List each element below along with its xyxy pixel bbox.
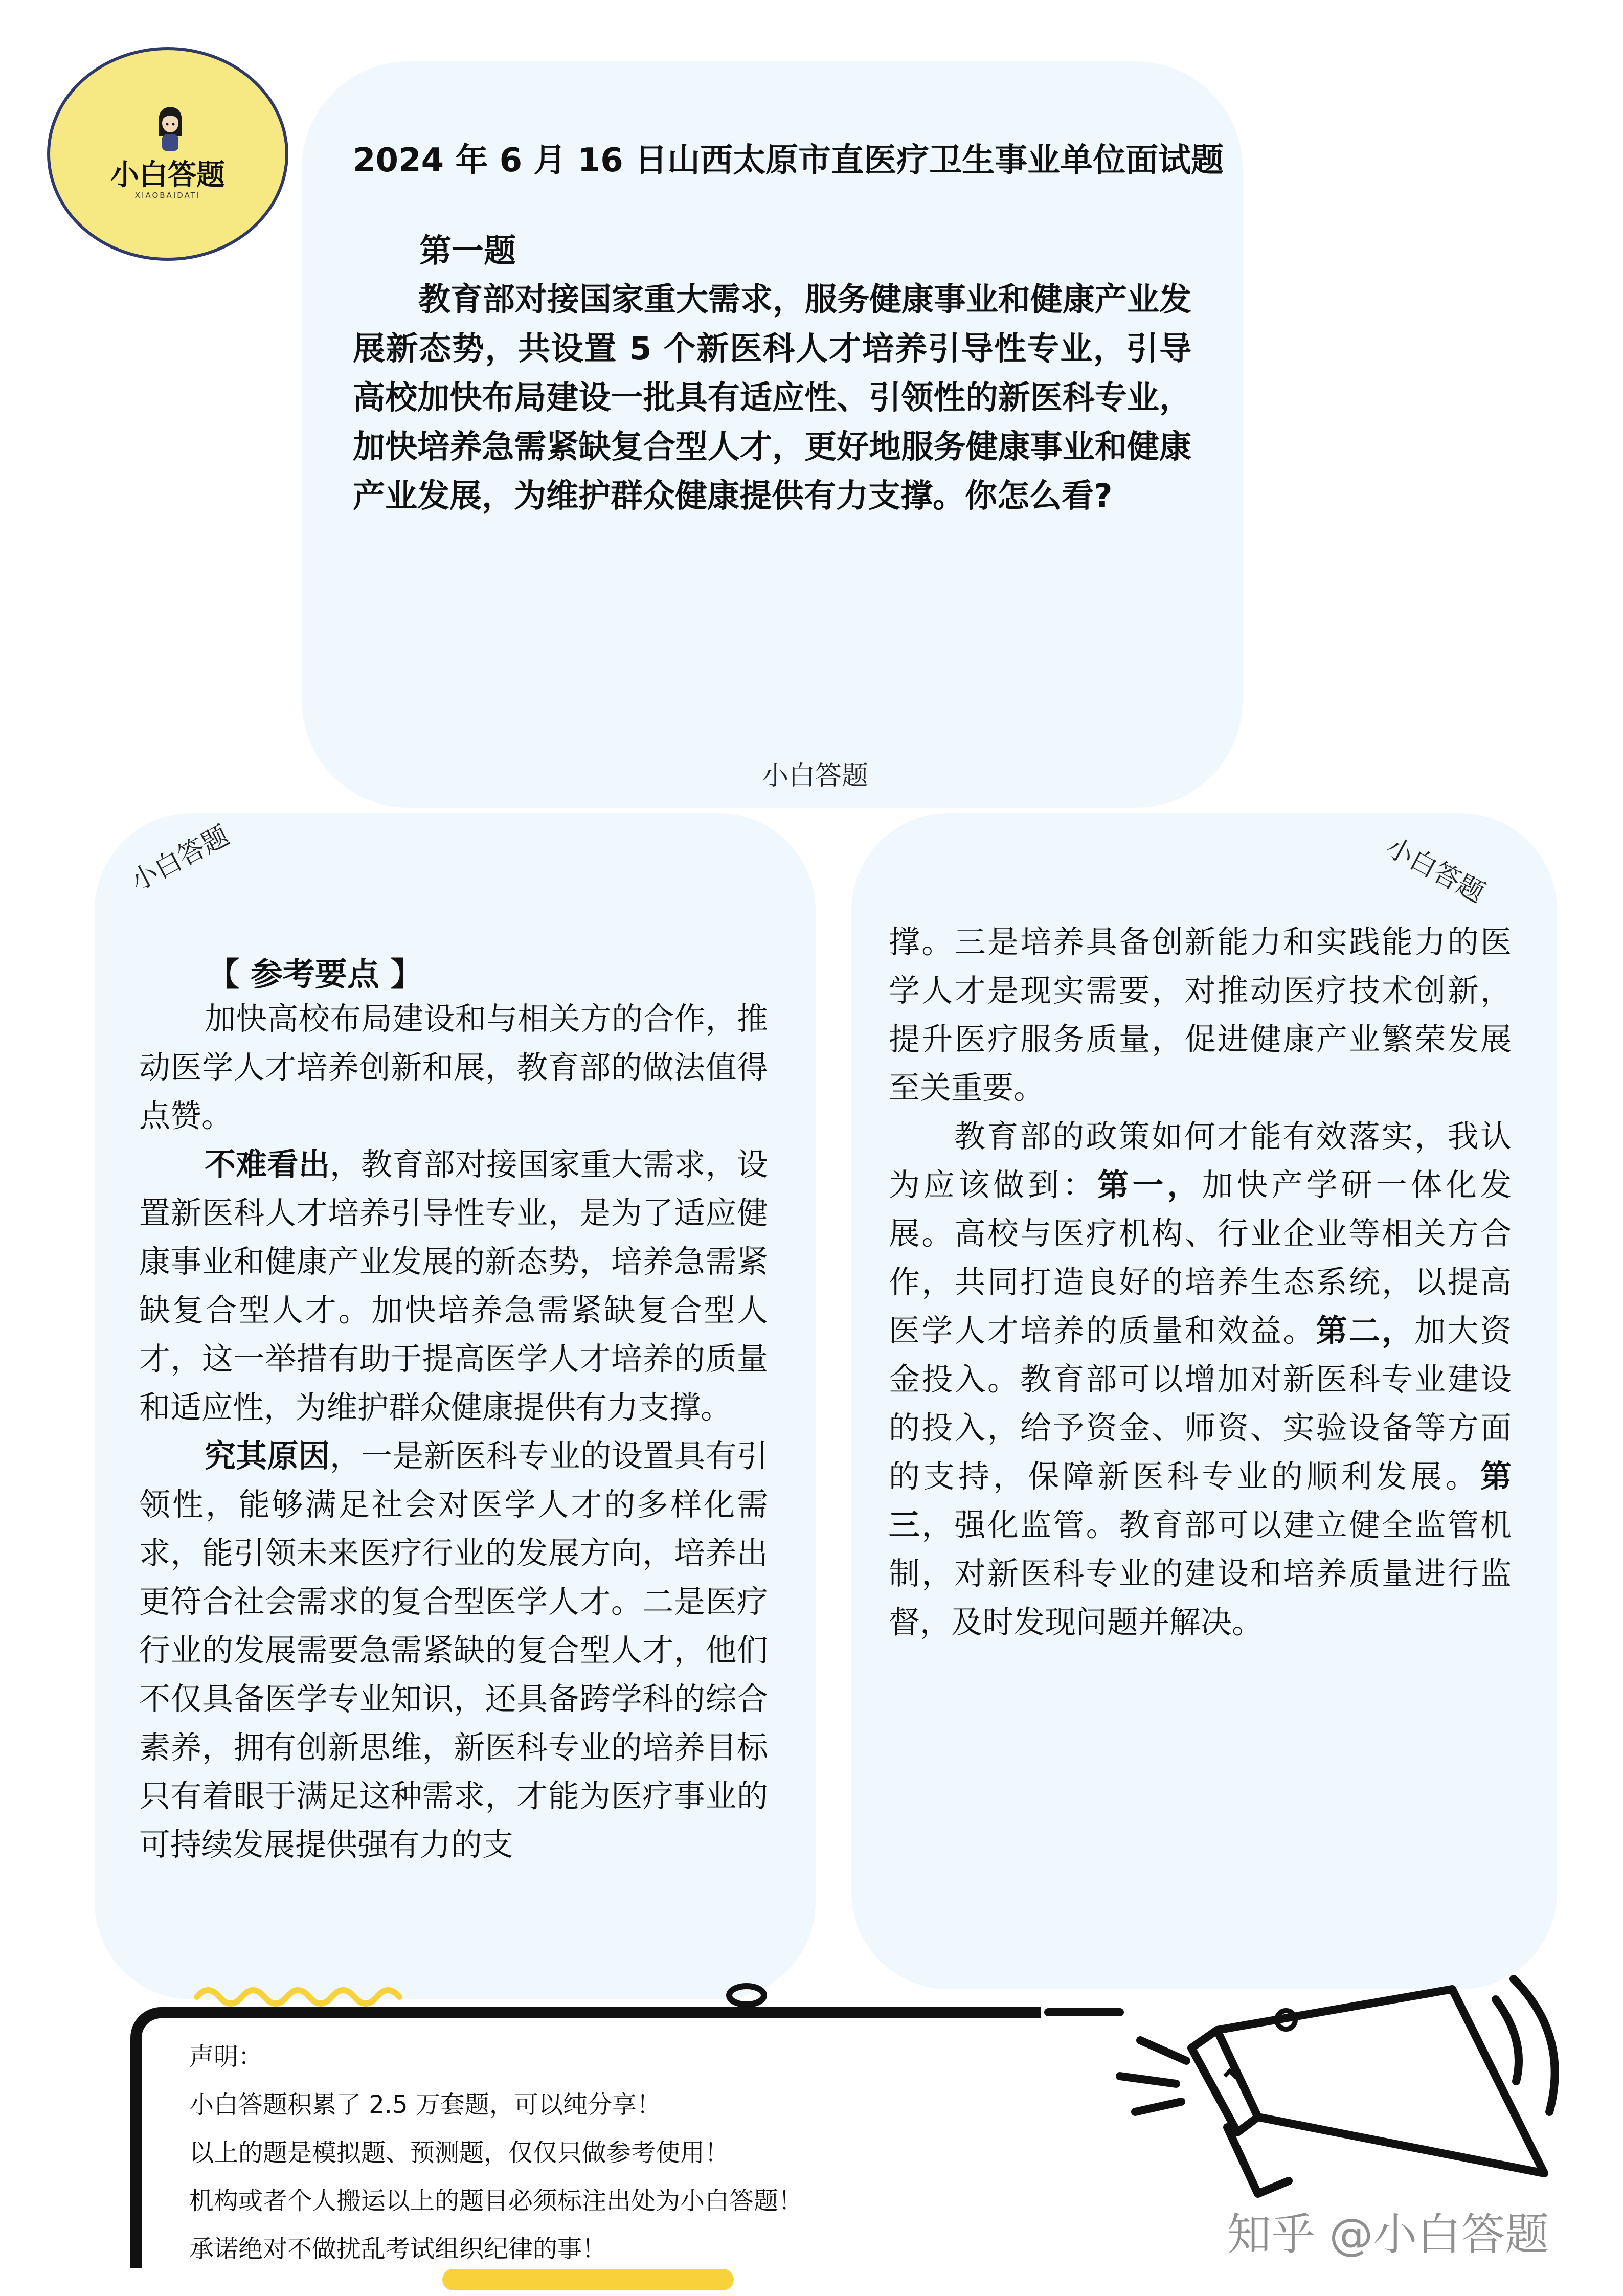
right-paragraph-2-intro: 教育部的政策如何才能有效落实，我认为应该做到： xyxy=(889,1118,1512,1203)
megaphone-icon xyxy=(1120,1979,1555,2194)
watermark-left: 小白答题 xyxy=(126,820,234,897)
question-body: 教育部对接国家重大需求，服务健康事业和健康产业发展新态势，共设置 5 个新医科人才培养引导性专业，引导高校加快布局建设一批具有适应性、引领性的新医科专业，加快培养急需紧缺复合型人才，更好地服务健康事业和健康产业发展，为维护群众健康提供有力支撑。你怎么看? xyxy=(353,281,1191,514)
reference-points-heading: 【 参考要点 】 xyxy=(207,956,423,993)
page-title: 2024 年 6 月 16 日山西太原市直医疗卫生事业单位面试题 xyxy=(353,142,1224,179)
zhihu-brand: 知乎 @小白答题 xyxy=(1227,2209,1549,2260)
zigzag-icon xyxy=(197,1990,399,2004)
question-heading: 第一题 xyxy=(419,232,516,269)
left-paragraph-3-text: ，一是新医科专业的设置具有引领性，能够满足社会对医学人才的多样化需求，能引领未来医疗行业的发展方向，培养出更符合社会需求的复合型医学人才。二是医疗行业的发展需要急需紧缺的复合型人才，他们不仅具备医学专业知识，还具备跨学科的综合素养，拥有创新思维，新医科专业的培养目标只有着眼于满足这种需求，才能为医疗事业的可持续发展提供强有力的支 xyxy=(139,1438,768,1863)
right-point-3-label: 第三 xyxy=(889,1458,1512,1543)
notice-line-1: 小白答题积累了 2.5 万套题，可以纯分享！ xyxy=(189,2090,661,2119)
notice-label: 声明： xyxy=(189,2042,263,2071)
watermark-right: 小白答题 xyxy=(1381,831,1490,909)
notice xyxy=(189,2033,803,2273)
ring-icon xyxy=(729,1986,764,2005)
notice-line-3: 机构或者个人搬运以上的题目必须标注出处为小白答题！ xyxy=(189,2187,803,2215)
logo-subtitle: XIAOBAIDATI xyxy=(134,191,201,200)
left-paragraph-3-lead: 究其原因 xyxy=(205,1438,330,1474)
notice-line-4: 承诺绝对不做扰乱考试组织纪律的事！ xyxy=(189,2235,607,2263)
right-point-2-label: 第二， xyxy=(1316,1313,1415,1349)
yellow-bar xyxy=(442,2269,734,2290)
right-point-1-label: 第一， xyxy=(1097,1167,1202,1203)
right-point-2-text: 加大资金投入。教育部可以增加对新医科专业建设的投入，给予资金、师资、实验设备等方面的支持，保障新医科专业的顺利发展。 xyxy=(889,1313,1512,1495)
notice-line-2: 以上的题是模拟题、预测题，仅仅只做参考使用！ xyxy=(189,2139,730,2167)
right-point-3-text: ，强化监管。教育部可以建立健全监管机制，对新医科专业的建设和培养质量进行监督，及时发现问题并解决。 xyxy=(889,1507,1512,1640)
right-paragraph-1: 撑。三是培养具备创新能力和实践能力的医学人才是现实需要，对推动医疗技术创新，提升医疗服务质量，促进健康产业繁荣发展至关重要。 xyxy=(889,924,1512,1106)
left-paragraph-2-lead: 不难看出 xyxy=(205,1146,330,1183)
left-paragraph-2-text: ，教育部对接国家重大需求，设置新医科人才培养引导性专业，是为了适应健康事业和健康产业发展的新态势，培养急需紧缺复合型人才。加快培养急需紧缺复合型人才，这一举措有助于提高医学人才培养的质量和适应性，为维护群众健康提供有力支撑。 xyxy=(139,1146,768,1426)
right-point-1-text: 加快产学研一体化发展。高校与医疗机构、行业企业等相关方合作，共同打造良好的培养生态系统，以提高医学人才培养的质量和效益。 xyxy=(889,1167,1512,1349)
left-paragraph-1: 加快高校布局建设和与相关方的合作，推动医学人才培养创新和展，教育部的做法值得点赞。 xyxy=(139,1001,768,1134)
logo-name: 小白答题 xyxy=(110,159,225,192)
watermark-top: 小白答题 xyxy=(762,761,869,792)
